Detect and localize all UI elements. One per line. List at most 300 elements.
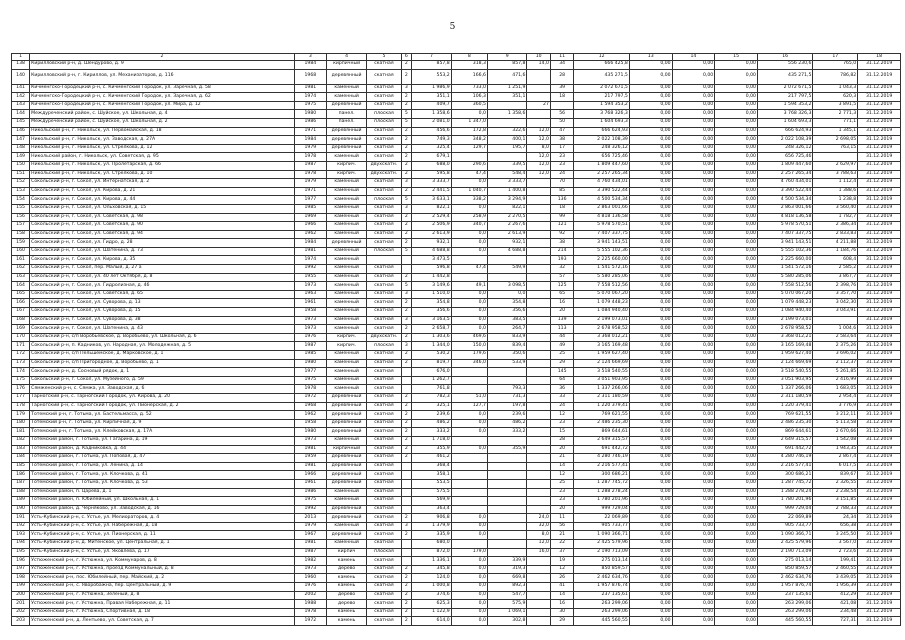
table-cell: 2 (401, 213, 412, 222)
table-cell: 31.12.2019 (858, 187, 901, 196)
table-cell (527, 565, 550, 574)
table-row (12, 445, 901, 454)
table-cell: деревянный (326, 514, 367, 523)
table-row (12, 204, 901, 213)
table-cell: 0,00 (629, 402, 672, 411)
table-cell: 169 (12, 325, 30, 334)
table-cell: скатная (367, 522, 401, 531)
table-cell: 178 (12, 402, 30, 411)
table-cell: 0,00 (672, 617, 715, 626)
table-cell: 179 (12, 411, 30, 420)
table-row (12, 325, 901, 334)
table-cell: Сямженский р-н, с. Сямжа, ул. Заводская, д. 6 (30, 385, 295, 394)
table-row (12, 411, 901, 420)
table-cell: 325,4 (412, 144, 451, 153)
table-cell: 0,00 (715, 187, 758, 196)
table-cell: 1972 (294, 393, 326, 402)
table-cell: 1973 (294, 565, 326, 574)
table-row (12, 454, 901, 463)
table-cell: 30 (550, 608, 573, 617)
table-cell: 2 (401, 419, 412, 428)
table-cell: 31.12.2019 (858, 256, 901, 265)
table-cell: 85 (550, 187, 573, 196)
table-cell: 175 (12, 376, 30, 385)
table-cell: 153 (12, 187, 30, 196)
table-cell: 1988 (294, 600, 326, 609)
table-cell: 0,00 (715, 136, 758, 145)
table-cell: 2 257 265,34 (574, 170, 629, 179)
table-cell: 0,00 (672, 204, 715, 213)
table-cell: 5 (401, 282, 412, 291)
table-cell: 239,6 (487, 411, 526, 420)
table-cell: 547,7 (487, 591, 526, 600)
table-cell (527, 230, 550, 239)
table-cell: плоская (367, 548, 401, 557)
column-number-cell: 1 (12, 54, 30, 61)
table-cell (527, 436, 550, 445)
table-cell: 3 043,91 (813, 308, 858, 317)
table-row (12, 239, 901, 248)
table-cell: 196 (12, 557, 30, 566)
table-cell: 190 (12, 505, 30, 514)
table-cell: 1955 (294, 273, 326, 282)
table-row (12, 574, 901, 583)
column-number-cell: 2 (30, 54, 295, 61)
table-cell (451, 471, 487, 480)
table-cell: 2 (401, 531, 412, 540)
table-row (12, 351, 901, 360)
table-cell (527, 557, 550, 566)
table-cell: 1 004,6 (813, 325, 858, 334)
table-cell: 1 542,08 (813, 436, 858, 445)
table-cell: Устюженский р-н, с. Яворобажна, пер. Центральный, д. 9 (30, 583, 295, 592)
table-cell (527, 333, 550, 342)
table-cell: 141 (12, 84, 30, 93)
table-cell: 263 299,06 (757, 608, 812, 617)
table-cell: 0,00 (629, 393, 672, 402)
table-cell: скатная (367, 290, 401, 299)
table-cell: 14 (550, 462, 573, 471)
table-cell: 23 (550, 161, 573, 170)
table-cell: 2 670,66 (813, 428, 858, 437)
table-cell: 300 686,21 (757, 471, 812, 480)
table-cell: скатная (367, 531, 401, 540)
table-cell: 0,00 (715, 84, 758, 93)
table-cell: 869 644,61 (757, 428, 812, 437)
table-cell (527, 282, 550, 291)
table-cell: 1 594 353,2 (574, 101, 629, 110)
table-cell: 1 358,6 (487, 110, 526, 119)
table-cell (527, 479, 550, 488)
table-cell: 199 (12, 583, 30, 592)
table-cell: 0,00 (629, 161, 672, 170)
table-cell: каменный (326, 325, 367, 334)
table-cell: 2 (401, 170, 412, 179)
table-cell: 3 560,40 (813, 204, 858, 213)
table-cell: 1 957 876,74 (574, 583, 629, 592)
table-cell: 31.12.2019 (858, 522, 901, 531)
table-cell: 193 (12, 531, 30, 540)
table-cell: 0,00 (672, 411, 715, 420)
table-cell: 12,0 (527, 127, 550, 136)
table-cell: 0,0 (451, 608, 487, 617)
table-cell: 183 (12, 445, 30, 454)
table-cell: 3 567,0 (813, 540, 858, 549)
table-cell: 0,00 (715, 247, 758, 256)
table-cell: 0,00 (672, 608, 715, 617)
table-cell: 666 624,93 (574, 127, 629, 136)
table-cell: скатная (367, 316, 401, 325)
table-cell: 18 (550, 93, 573, 102)
table-cell: 1962 (294, 411, 326, 420)
table-cell: 3 390 522,44 (574, 187, 629, 196)
table-cell: 2 863 001,66 (574, 204, 629, 213)
table-cell: 3 333,7 (487, 179, 526, 188)
table-cell: 0,00 (715, 282, 758, 291)
table-cell: 2 (401, 583, 412, 592)
table-row (12, 471, 901, 480)
table-cell: 248 326,12 (757, 144, 812, 153)
table-cell: 0,00 (629, 514, 672, 523)
table-cell: 2 216 577,41 (574, 462, 629, 471)
table-cell: 23 (550, 488, 573, 497)
table-cell: 676,0 (412, 368, 451, 377)
table-cell: 0,00 (629, 531, 672, 540)
table-cell: 200 (12, 591, 30, 600)
table-cell: 16,0 (527, 548, 550, 557)
table-cell: 338,2 (451, 196, 487, 205)
table-cell: 0,00 (715, 548, 758, 557)
table-cell: Кирилловский р-н, д. Шендурово, д. 9 (30, 61, 295, 70)
table-cell: 0,00 (672, 540, 715, 549)
table-cell: 0,00 (629, 187, 672, 196)
table-cell: 2 788,33 (813, 505, 858, 514)
table-cell (527, 256, 550, 265)
table-cell: 0,00 (672, 428, 715, 437)
table-cell: скатная (367, 368, 401, 377)
table-cell: 166,6 (451, 69, 487, 84)
column-number-cell: 5 (367, 54, 401, 61)
table-cell: 199,41 (813, 557, 858, 566)
table-cell: каменный (326, 488, 367, 497)
table-cell: скатная (367, 61, 401, 70)
table-cell: 148 (12, 144, 30, 153)
table-cell: каменный (326, 213, 367, 222)
table-cell: 161 (12, 256, 30, 265)
table-cell: 1 986,9 (412, 84, 451, 93)
table-cell: 3 (401, 316, 412, 325)
table-cell: 150 (12, 161, 30, 170)
table-cell: 49 (550, 342, 573, 351)
table-cell: Устюженский р-н, г. Устюжна, Правая Набережная, д. 11 (30, 600, 295, 609)
table-cell: 857,8 (412, 61, 451, 70)
table-cell: 139 (550, 316, 573, 325)
table-cell: 0,00 (629, 376, 672, 385)
table-cell: Кичменгско-Городецкий р-н, с. Кичменгский Городок, ул. Заречная, д. 62 (30, 93, 295, 102)
table-cell: 0,00 (629, 222, 672, 231)
table-cell (527, 505, 550, 514)
table-cell: 2 698,05 (813, 136, 858, 145)
table-cell: 29 (550, 617, 573, 626)
table-cell: 2 425 579,96 (757, 540, 812, 549)
table-cell: 0,00 (715, 445, 758, 454)
table-cell: 2 (401, 574, 412, 583)
table-cell: Никольский р-н, г. Никольск, ул. Первомайская, д. 18 (30, 127, 295, 136)
table-cell: 906,8 (412, 514, 451, 523)
table-cell: 31.12.2019 (858, 385, 901, 394)
table-cell: 3 891,5 (813, 101, 858, 110)
table-cell: 0,00 (629, 213, 672, 222)
table-cell: 749,3 (412, 136, 451, 145)
table-cell: 0,00 (629, 600, 672, 609)
table-cell: 5 580 285,06 (757, 273, 812, 282)
table-cell: Сокольский р-н, г. Сокол, ул. Советская, д. 90 (30, 222, 295, 231)
table-row (12, 565, 901, 574)
table-cell: 0,00 (715, 591, 758, 600)
table-row (12, 84, 901, 93)
table-cell: 569,9 (412, 497, 451, 506)
table-cell: 822,1 (487, 204, 526, 213)
table-cell: 1 090 366,71 (574, 531, 629, 540)
table-cell: 2 267,6 (487, 222, 526, 231)
table-cell: 3 (401, 204, 412, 213)
table-cell: 138 (12, 61, 30, 70)
table-cell: двухскатн. (367, 333, 401, 342)
table-cell (487, 488, 526, 497)
table-cell: скатная (367, 411, 401, 420)
table-cell: 5 (401, 247, 412, 256)
table-cell: Сокольский р-н, г. Сокол, ул. Советская, д. 65 (30, 290, 295, 299)
table-row (12, 61, 901, 70)
table-cell: 2 833,83 (813, 230, 858, 239)
table-cell: 194 (12, 540, 30, 549)
table-cell: 666 624,93 (757, 127, 812, 136)
table-cell: 158 (12, 230, 30, 239)
table-cell: 7 558 512,56 (757, 282, 812, 291)
table-cell: 0,00 (629, 471, 672, 480)
column-number-cell: 12 (574, 54, 629, 61)
table-cell: двухскатн. (367, 161, 401, 170)
table-cell: 150,0 (451, 342, 487, 351)
table-cell: каменный (326, 436, 367, 445)
table-cell: 2 (401, 436, 412, 445)
table-cell: 31.12.2019 (858, 273, 901, 282)
table-cell: 31.12.2019 (858, 393, 901, 402)
table-cell: 0,00 (672, 565, 715, 574)
table-cell: 839,4 (487, 342, 526, 351)
table-cell: скатная (367, 514, 401, 523)
table-cell: Сокольский р-н, г. Сокол, пер. Малый, д. 27 а (30, 265, 295, 274)
table-cell: 3 (401, 84, 412, 93)
table-cell: 0,00 (629, 93, 672, 102)
table-cell: 4 280 746,19 (757, 454, 812, 463)
table-cell: Сокольский р-н, с/п Пригородное, д. Воробьево, д. 1 (30, 359, 295, 368)
table-cell: 1 287 745,72 (757, 479, 812, 488)
table-cell: 0,00 (629, 574, 672, 583)
table-cell: 0,00 (629, 308, 672, 317)
table-cell: 0,00 (672, 479, 715, 488)
table-cell: 656 725,46 (574, 153, 629, 162)
table-cell: 469,6 (451, 333, 487, 342)
table-cell (527, 213, 550, 222)
table-cell: 445 560,55 (574, 617, 629, 626)
table-cell: 339,5 (487, 161, 526, 170)
table-cell: 1982 (294, 557, 326, 566)
table-cell: 44 (550, 333, 573, 342)
table-cell: 1 090 366,71 (757, 531, 812, 540)
table-cell: Устюженский р-н, г. Устюжна, ул. Коммунаров, д. 8 (30, 557, 295, 566)
table-cell: 0,00 (629, 316, 672, 325)
table-cell: 2 867,4 (813, 454, 858, 463)
table-cell: деревянный (326, 393, 367, 402)
table-cell: 2 486 235,30 (574, 419, 629, 428)
table-cell: 1 337 266,06 (574, 385, 629, 394)
table-cell: 0,00 (715, 325, 758, 334)
table-cell: 1 238,8 (813, 196, 858, 205)
table-cell: 3 633,1 (412, 196, 451, 205)
table-cell: 22 (550, 540, 573, 549)
table-cell: 2 (401, 161, 412, 170)
table-cell: 346,0 (451, 359, 487, 368)
table-cell: 1978 (294, 608, 326, 617)
table-cell: 1960 (294, 574, 326, 583)
table-cell: 3 473,5 (412, 256, 451, 265)
table-cell: каменный (326, 308, 367, 317)
table-cell: скатная (367, 462, 401, 471)
table-cell: 2 (401, 608, 412, 617)
table-cell: 0,00 (715, 93, 758, 102)
table-cell: 2 190 713,09 (757, 548, 812, 557)
table-cell: 1 957 876,74 (757, 583, 812, 592)
table-cell: 2 022 108,39 (757, 136, 812, 145)
table-cell: Устюженский р-н, г. Устюжна, Зеленый, д. 8 (30, 591, 295, 600)
table-cell: 553,5 (412, 479, 451, 488)
table-cell: 691 442,72 (757, 445, 812, 454)
table-cell: 5 555 102,36 (757, 247, 812, 256)
table-cell: 31.12.2019 (858, 213, 901, 222)
table-cell: скатная (367, 402, 401, 411)
table-cell: 0,00 (672, 118, 715, 127)
table-cell (527, 179, 550, 188)
table-cell: 0,00 (629, 419, 672, 428)
table-cell: 0,00 (629, 540, 672, 549)
table-cell: 0,00 (629, 153, 672, 162)
table-cell: каменный (326, 222, 367, 231)
table-cell: 263 299,06 (574, 600, 629, 609)
table-cell (527, 497, 550, 506)
table-cell: 3 368 012,21 (574, 333, 629, 342)
table-cell: каменный (326, 290, 367, 299)
table-cell: Усть-Кубинский р-н, с. Устье, ул. Пионерская, д. 11 (30, 531, 295, 540)
table-cell: 0,00 (629, 299, 672, 308)
table-cell: Кичменгско-Городецкий р-н, с. Кичменгский Городок, ул. Мира, д. 12 (30, 101, 295, 110)
table-cell: 850 859,57 (757, 565, 812, 574)
table-cell: 31.12.2019 (858, 239, 901, 248)
table-cell: 47,4 (451, 170, 487, 179)
table-cell: 0,00 (715, 488, 758, 497)
table-cell: 20 (550, 505, 573, 514)
table-cell: 0,00 (672, 462, 715, 471)
table-cell: 1984 (294, 61, 326, 70)
table-cell: 1981 (294, 247, 326, 256)
table-cell: деревянный (326, 136, 367, 145)
table-cell: 2 (401, 411, 412, 420)
table-cell: 1 780 201,96 (757, 497, 812, 506)
table-cell: 2 649 315,57 (757, 436, 812, 445)
table-cell: 575,9 (487, 600, 526, 609)
table-cell: 0,00 (715, 368, 758, 377)
table-cell (451, 540, 487, 549)
table-cell: 136 (550, 196, 573, 205)
table-cell: 0,00 (629, 497, 672, 506)
table-row (12, 428, 901, 437)
table-cell: 0,00 (672, 351, 715, 360)
table-row (12, 161, 901, 170)
table-cell: 17 (550, 144, 573, 153)
table-cell: 142 (12, 93, 30, 102)
table-cell (527, 325, 550, 334)
table-cell: 0,0 (451, 290, 487, 299)
table-cell: 20 (550, 445, 573, 454)
table-cell (813, 153, 858, 162)
table-cell: 31.12.2019 (858, 196, 901, 205)
table-cell: 1975 (294, 497, 326, 506)
table-cell: 3 245,50 (813, 531, 858, 540)
table-cell: 1977 (294, 196, 326, 205)
table-row (12, 308, 901, 317)
table-cell: скатная (367, 454, 401, 463)
table-row (12, 282, 901, 291)
table-cell: 0,00 (715, 230, 758, 239)
table-cell: 819,7 (412, 359, 451, 368)
table-cell: деревянный (326, 428, 367, 437)
table-cell: 0,00 (629, 488, 672, 497)
table-cell: 1979 (294, 522, 326, 531)
table-cell: 2 (401, 393, 412, 402)
table-cell: 625,3 (412, 600, 451, 609)
table-cell: 2 124 669,69 (757, 359, 812, 368)
table-cell: 0,00 (672, 101, 715, 110)
table-cell: скатная (367, 497, 401, 506)
table-cell: 445 560,55 (757, 617, 812, 626)
table-cell: 31.12.2019 (858, 127, 901, 136)
table-row (12, 583, 901, 592)
table-cell: каменный (326, 230, 367, 239)
table-cell: 2 (401, 325, 412, 334)
table-cell: 2 (401, 591, 412, 600)
table-cell: 0,00 (715, 583, 758, 592)
table-cell: кирпичный (326, 61, 367, 70)
table-cell: 0,00 (629, 583, 672, 592)
table-cell (487, 471, 526, 480)
table-cell: кирпич. (326, 333, 367, 342)
table-cell: 193 (550, 256, 573, 265)
table-cell: 0,0 (451, 565, 487, 574)
table-cell: 12,0 (527, 161, 550, 170)
table-cell (401, 376, 412, 385)
table-cell: Тарногский р-н, с. Тарногский Городок, ул. Пионерская, д. 2 (30, 402, 295, 411)
table-cell: 179,6 (451, 351, 487, 360)
table-cell: 31.12.2019 (858, 69, 901, 84)
table-cell: 1 251,9 (487, 84, 526, 93)
table-cell: плоская (367, 247, 401, 256)
table-cell: 0,00 (672, 179, 715, 188)
table-cell: 2013 (294, 514, 326, 523)
table-cell: кирпич. (326, 161, 367, 170)
table-cell: 2 386,34 (813, 222, 858, 231)
table-cell: 1977 (294, 368, 326, 377)
table-cell: 5 555 102,36 (574, 247, 629, 256)
